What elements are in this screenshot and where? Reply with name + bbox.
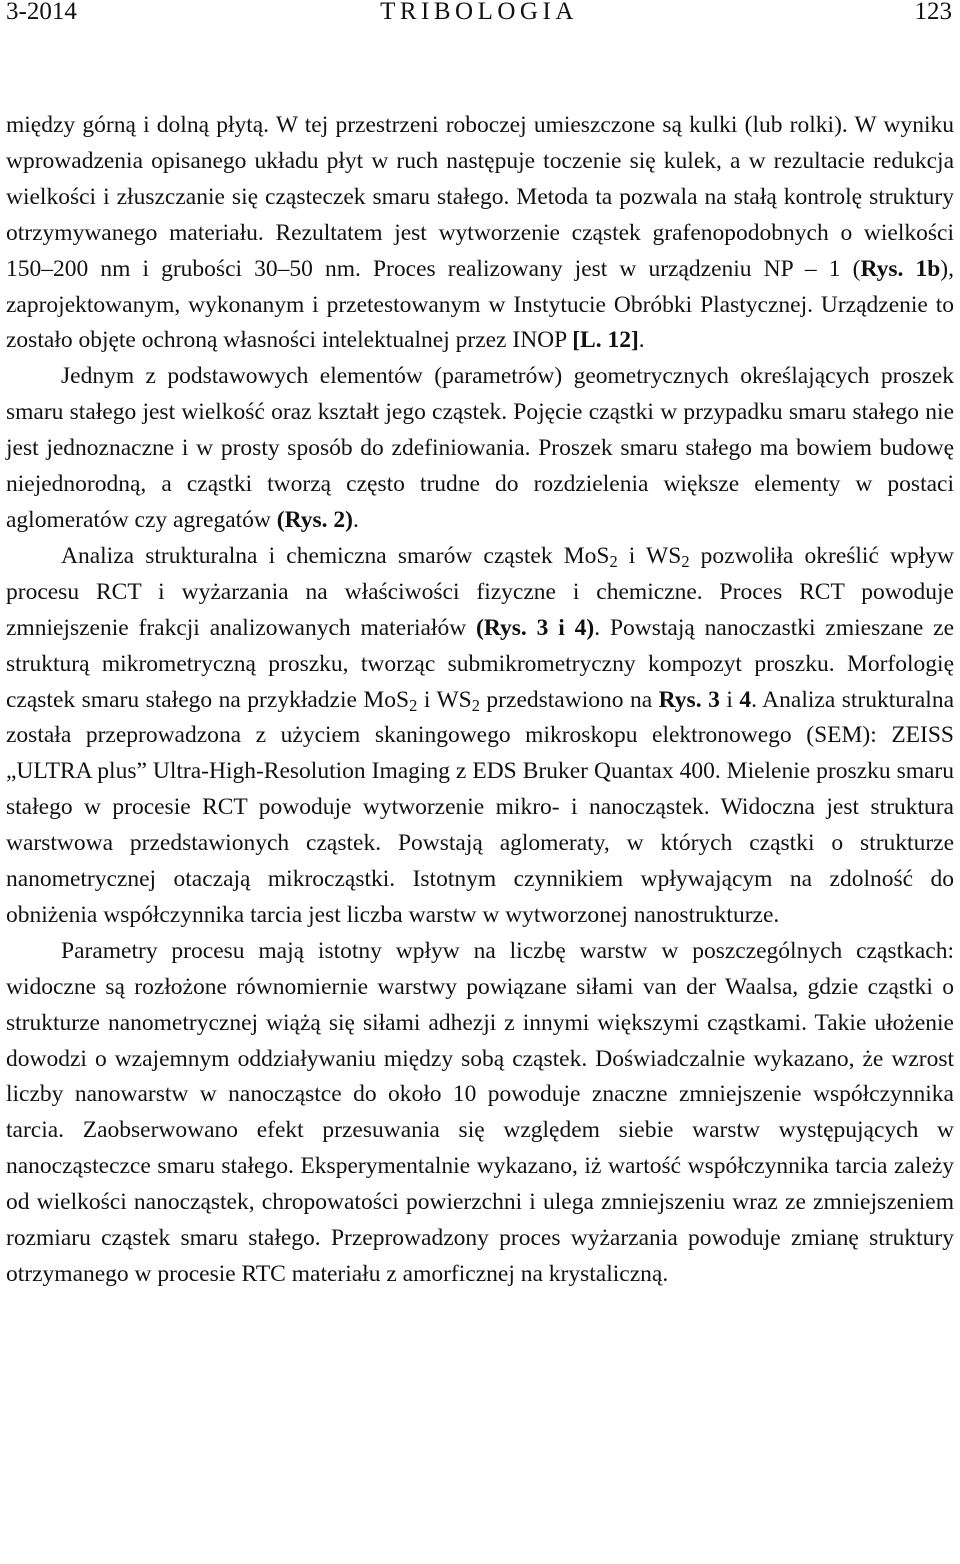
figure-ref: (Rys. 2) (276, 506, 353, 533)
running-header (6, 0, 952, 30)
figure-ref: 4 (739, 686, 752, 713)
paragraph-3: Analiza strukturalna i chemiczna smarów cząstek MoS$_2$ i $WS_2$ pozwoliła określić wpływ procesu RCT i wyżarzania na właściwości fizyczne i chemiczne. Proces RCT powoduje zmniejszenie frakcji analizowanych materiałów (Rys. 3 i 4). Powstają nanoczastki zmieszane ze strukturą mikrometryczną proszku, tworząc submikrometryczny kompozyt proszku. Morfologię cząstek smaru stałego na przykładzie MoS$_2$ i $WS_2$ przedstawiono na Rys. 3 i 4. Analiza strukturalna została przeprowadzona z użyciem skaningowego mikroskopu elektronowego (SEM): ZEISS „ULTRA plus” Ultra-High-Resolution Imaging z EDS Bruker Quantax 400. Mielenie proszku smaru stałego w procesie RCT powoduje wytworzenie mikro- i nanocząstek. Widoczna jest struktura warstwowa przedstawionych cząstek. Powstają aglomeraty, w których cząstki o strukturze nanometrycznej otaczają mikrocząstki. Istotnym czynnikiem wpływającym na zdolność do obniżenia współczynnika tarcia jest liczba warstw w wytworzonej nanostrukturze. (6, 542, 955, 928)
issue-number: 3-2014 (6, 0, 77, 25)
paragraph-1: między górną i dolną płytą. W tej przestrzeni roboczej umieszczone są kulki (lub rolki). W wyniku wprowadzenia opisanego układu płyt w ruch następuje toczenie się kulek, a w rezultacie redukcja wielkości i złuszczanie się cząsteczek smaru stałego. Metoda ta pozwala na stałą kontrolę struktury otrzymywanego materiału. Rezultatem jest wytworzenie cząstek grafenopodobnych o wielkości 150–200 nm i grubości 30–50 nm. Proces realizowany jest w urządzeniu NP – 1 (Rys. 1b), zaprojektowanym, wykonanym i przetestowanym w Instytucie Obróbki Plastycznej. Urządzenie to zostało objęte ochroną własności intelektualnej przez INOP [L. 12]. (6, 112, 954, 354)
paragraph-4: Parametry procesu mają istotny wpływ na liczbę warstw w poszczególnych cząstkach: widoczne są rozłożone równomiernie warstwy powiązane siłami van der Waalsa, gdzie cząstki o strukturze nanometrycznej wiążą się siłami adhezji z innymi większymi cząstkami. Takie ułożenie dowodzi o wzajemnym oddziaływaniu między sobą cząstek. Doświadczalnie wykazano, że wzrost liczby nanowarstw w nanocząstce do około 10 powoduje znaczne zmniejszenie współczynnika tarcia. Zaobserwowano efekt przesuwania się względem siebie warstw występujących w nanocząsteczce smaru stałego. Eksperymentalnie wykazano, iż wartość współczynnika tarcia zależy od wielkości nanocząstek, chropowatości powierzchni i ulega zmniejszeniu wraz ze zmniejszeniem rozmiaru cząstek smaru stałego. Przeprowadzony proces wyżarzania powoduje zmianę struktury otrzymanego w procesie RTC materiału z amorficznej na krystaliczną. (6, 937, 954, 1287)
page-number: 123 (914, 0, 952, 25)
figure-ref: (Rys. 3 i 4) (476, 614, 595, 641)
literature-ref: [L. 12] (572, 327, 639, 354)
article-body (6, 108, 954, 1293)
paragraph-2: Jednym z podstawowych elementów (parametrów) geometrycznych określających proszek smaru stałego jest wielkość oraz kształt jego cząstek. Pojęcie cząstki w przypadku smaru stałego nie jest jednoznaczne i w prosty sposób do zdefiniowania. Proszek smaru stałego ma bowiem budowę niejednorodną, a cząstki tworzą często trudne do rozdzielenia większe elementy w postaci aglomeratów czy agregatów (Rys. 2). (6, 363, 954, 533)
journal-title: TRIBOLOGIA (380, 0, 578, 25)
figure-ref: Rys. 1b (860, 255, 941, 282)
figure-ref: Rys. 3 (658, 686, 720, 713)
